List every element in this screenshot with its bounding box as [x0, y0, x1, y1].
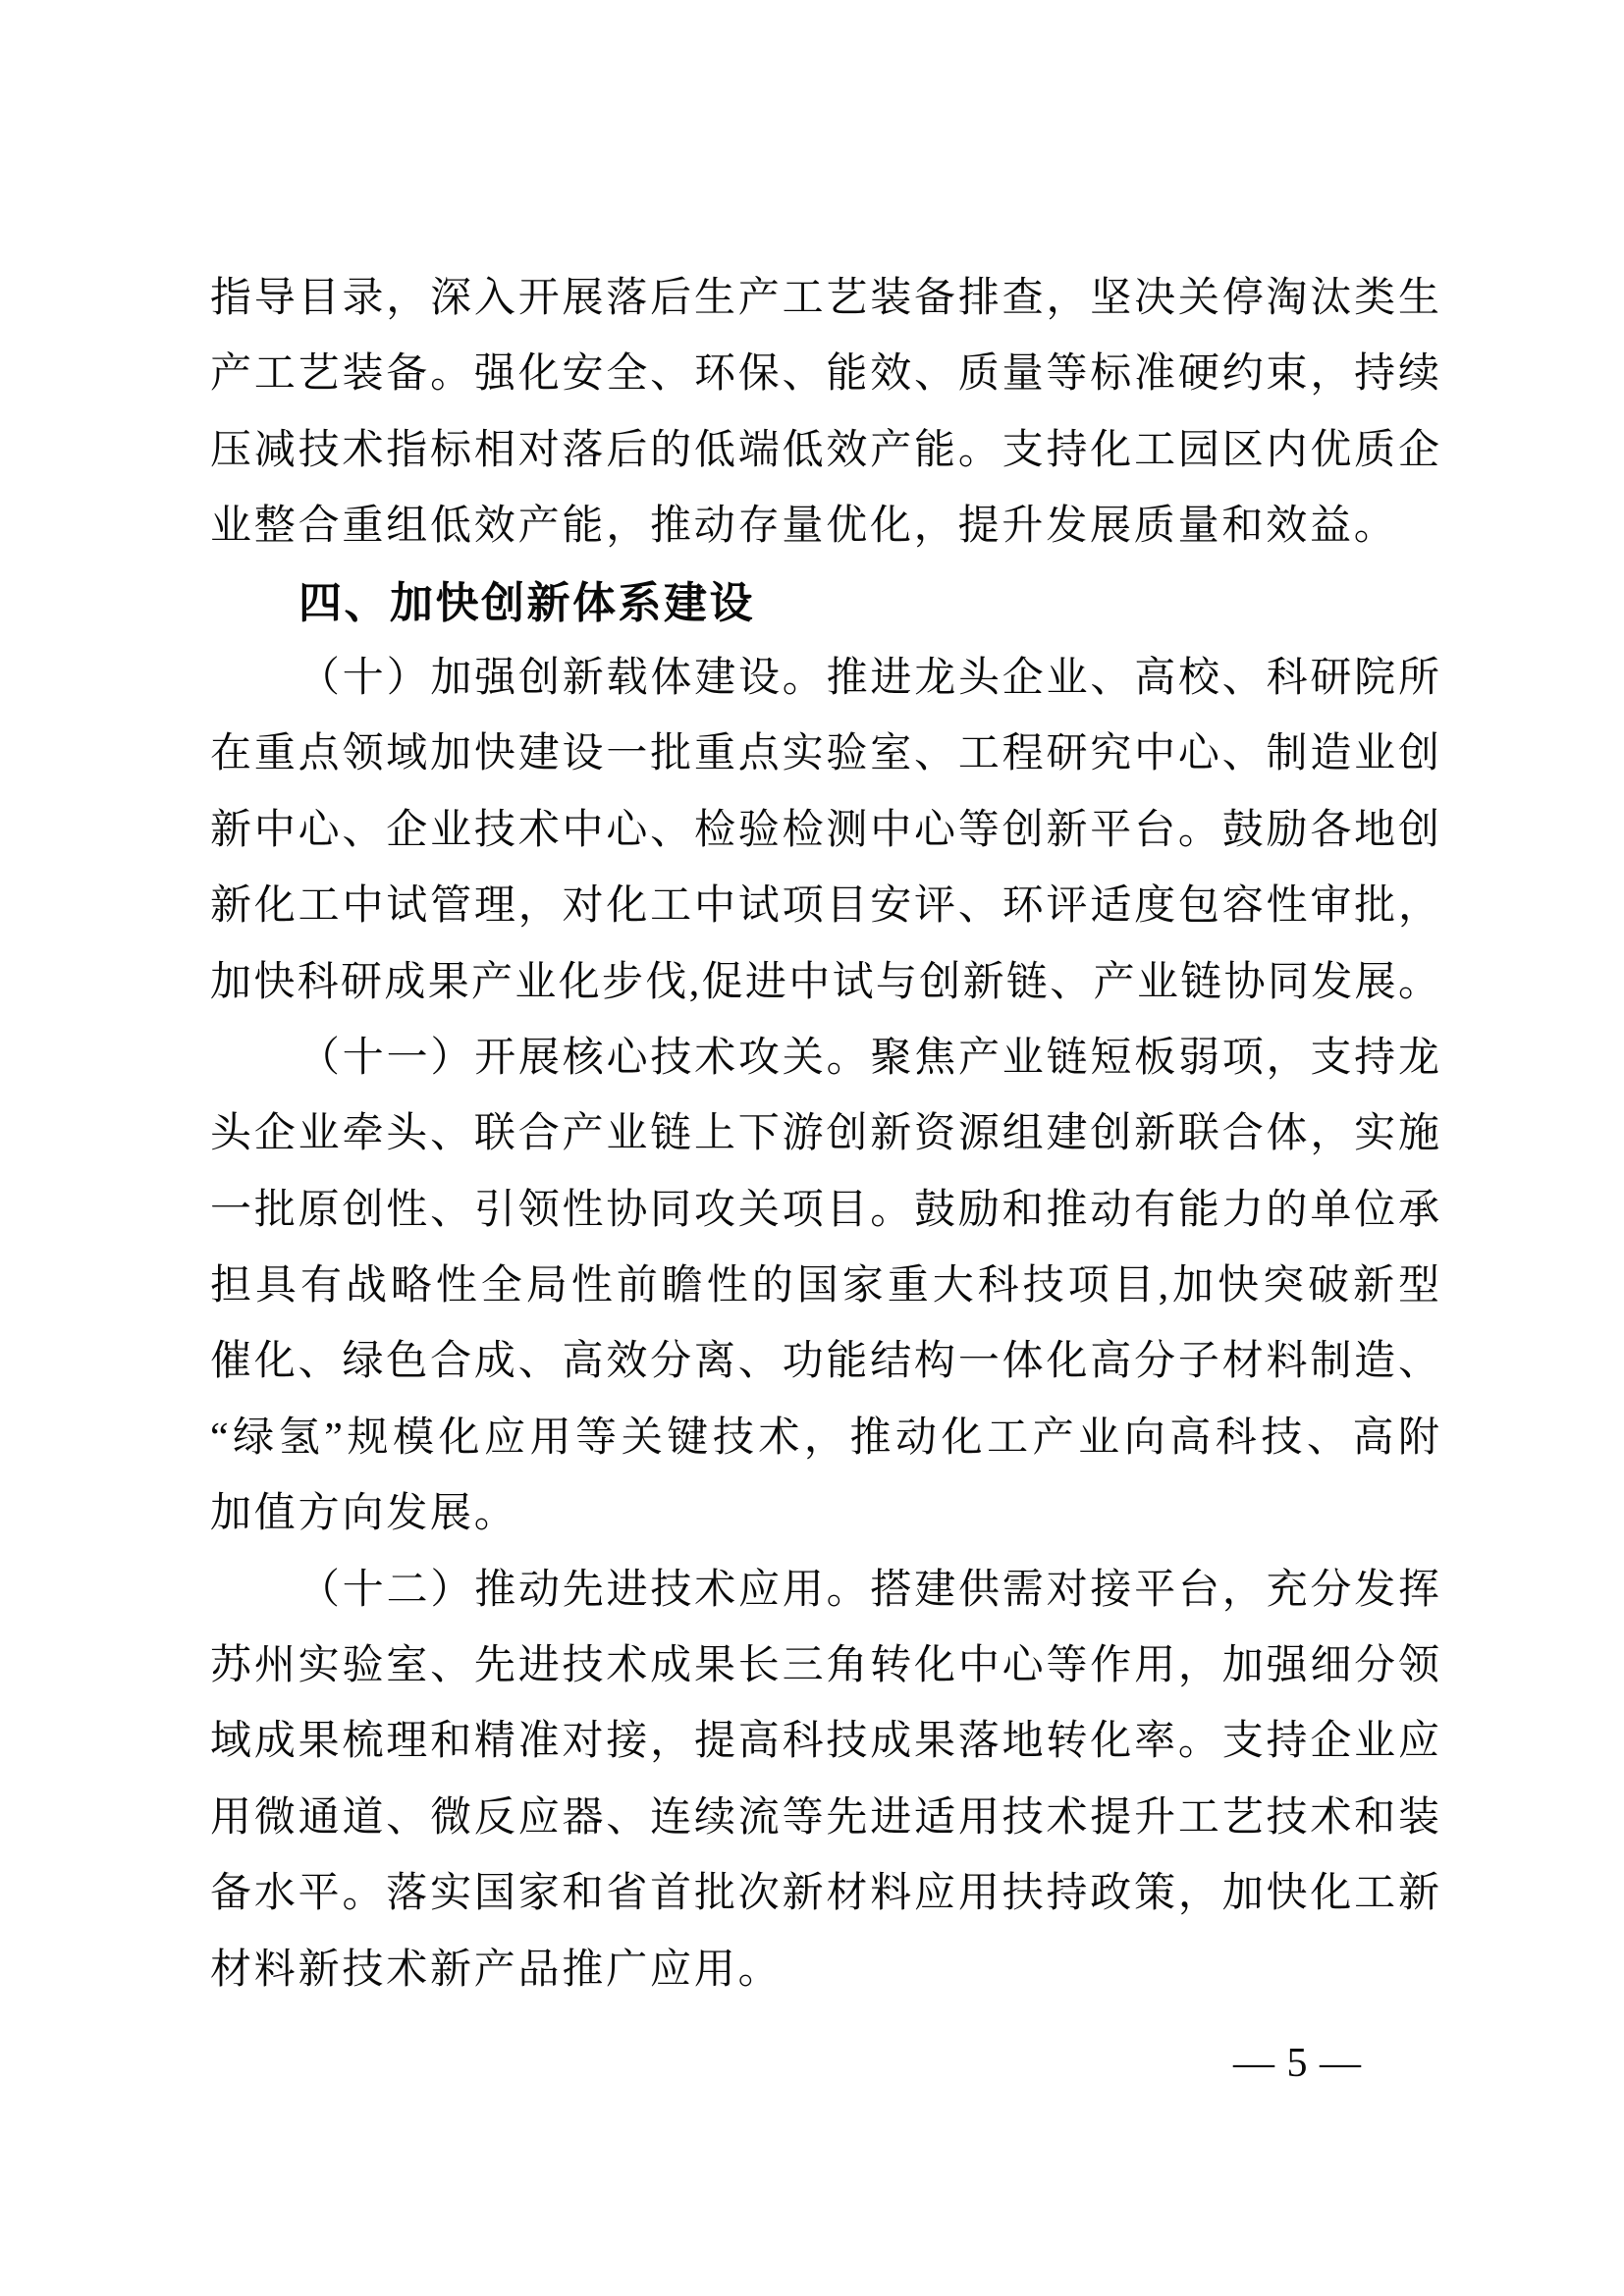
body-line-3: 压减技术指标相对落后的低端低效产能。支持化工园区内优质企 — [210, 427, 1439, 473]
text-block — [210, 261, 1439, 2008]
paragraph-12-line-2: 苏州实验室、先进技术成果长三角转化中心等作用，加强细分领 — [210, 1643, 1439, 1689]
paragraph-10-line-1: （十）加强创新载体建设。推进龙头企业、高校、科研院所 — [298, 655, 1439, 701]
paragraph-11-line-6: “绿氢”规模化应用等关键技术，推动化工产业向高科技、高附 — [210, 1415, 1439, 1461]
paragraph-12-line-5: 备水平。落实国家和省首批次新材料应用扶持政策，加快化工新 — [210, 1871, 1439, 1917]
paragraph-12-line-3: 域成果梳理和精准对接，提高科技成果落地转化率。支持企业应 — [210, 1719, 1439, 1765]
paragraph-12-line-4: 用微通道、微反应器、连续流等先进适用技术提升工艺技术和装 — [210, 1794, 1439, 1841]
paragraph-10-line-2: 在重点领域加快建设一批重点实验室、工程研究中心、制造业创 — [210, 731, 1439, 777]
paragraph-12-line-6: 材料新技术新产品推广应用。 — [210, 1947, 783, 1993]
body-line-1: 指导目录，深入开展落后生产工艺装备排查，坚决关停淘汰类生 — [210, 276, 1439, 321]
paragraph-10-line-3: 新中心、企业技术中心、检验检测中心等创新平台。鼓励各地创 — [210, 807, 1439, 853]
body-line-4: 业整合重组低效产能，推动存量优化，提升发展质量和效益。 — [210, 504, 1398, 550]
paragraph-10-line-4: 新化工中试管理，对化工中试项目安评、环评适度包容性审批， — [210, 883, 1439, 930]
section-heading: 四、加快创新体系建设 — [298, 578, 755, 627]
paragraph-11-line-2: 头企业牵头、联合产业链上下游创新资源组建创新联合体，实施 — [210, 1111, 1439, 1157]
paragraph-10-line-5: 加快科研成果产业化步伐,促进中试与创新链、产业链协同发展。 — [210, 959, 1439, 1005]
body-line-2: 产工艺装备。强化安全、环保、能效、质量等标准硬约束，持续 — [210, 351, 1439, 398]
page-number: — 5 — — [1233, 2041, 1362, 2086]
paragraph-11-line-1: （十一）开展核心技术攻关。聚焦产业链短板弱项，支持龙 — [298, 1035, 1439, 1081]
paragraph-11-line-7: 加值方向发展。 — [210, 1491, 518, 1537]
paragraph-11-line-4: 担具有战略性全局性前瞻性的国家重大科技项目,加快突破新型 — [210, 1263, 1439, 1309]
paragraph-11-line-5: 催化、绿色合成、高效分离、功能结构一体化高分子材料制造、 — [210, 1339, 1439, 1385]
paragraph-12-line-1: （十二）推动先进技术应用。搭建供需对接平台，充分发挥 — [298, 1567, 1439, 1613]
paragraph-11-line-3: 一批原创性、引领性协同攻关项目。鼓励和推动有能力的单位承 — [210, 1187, 1439, 1233]
